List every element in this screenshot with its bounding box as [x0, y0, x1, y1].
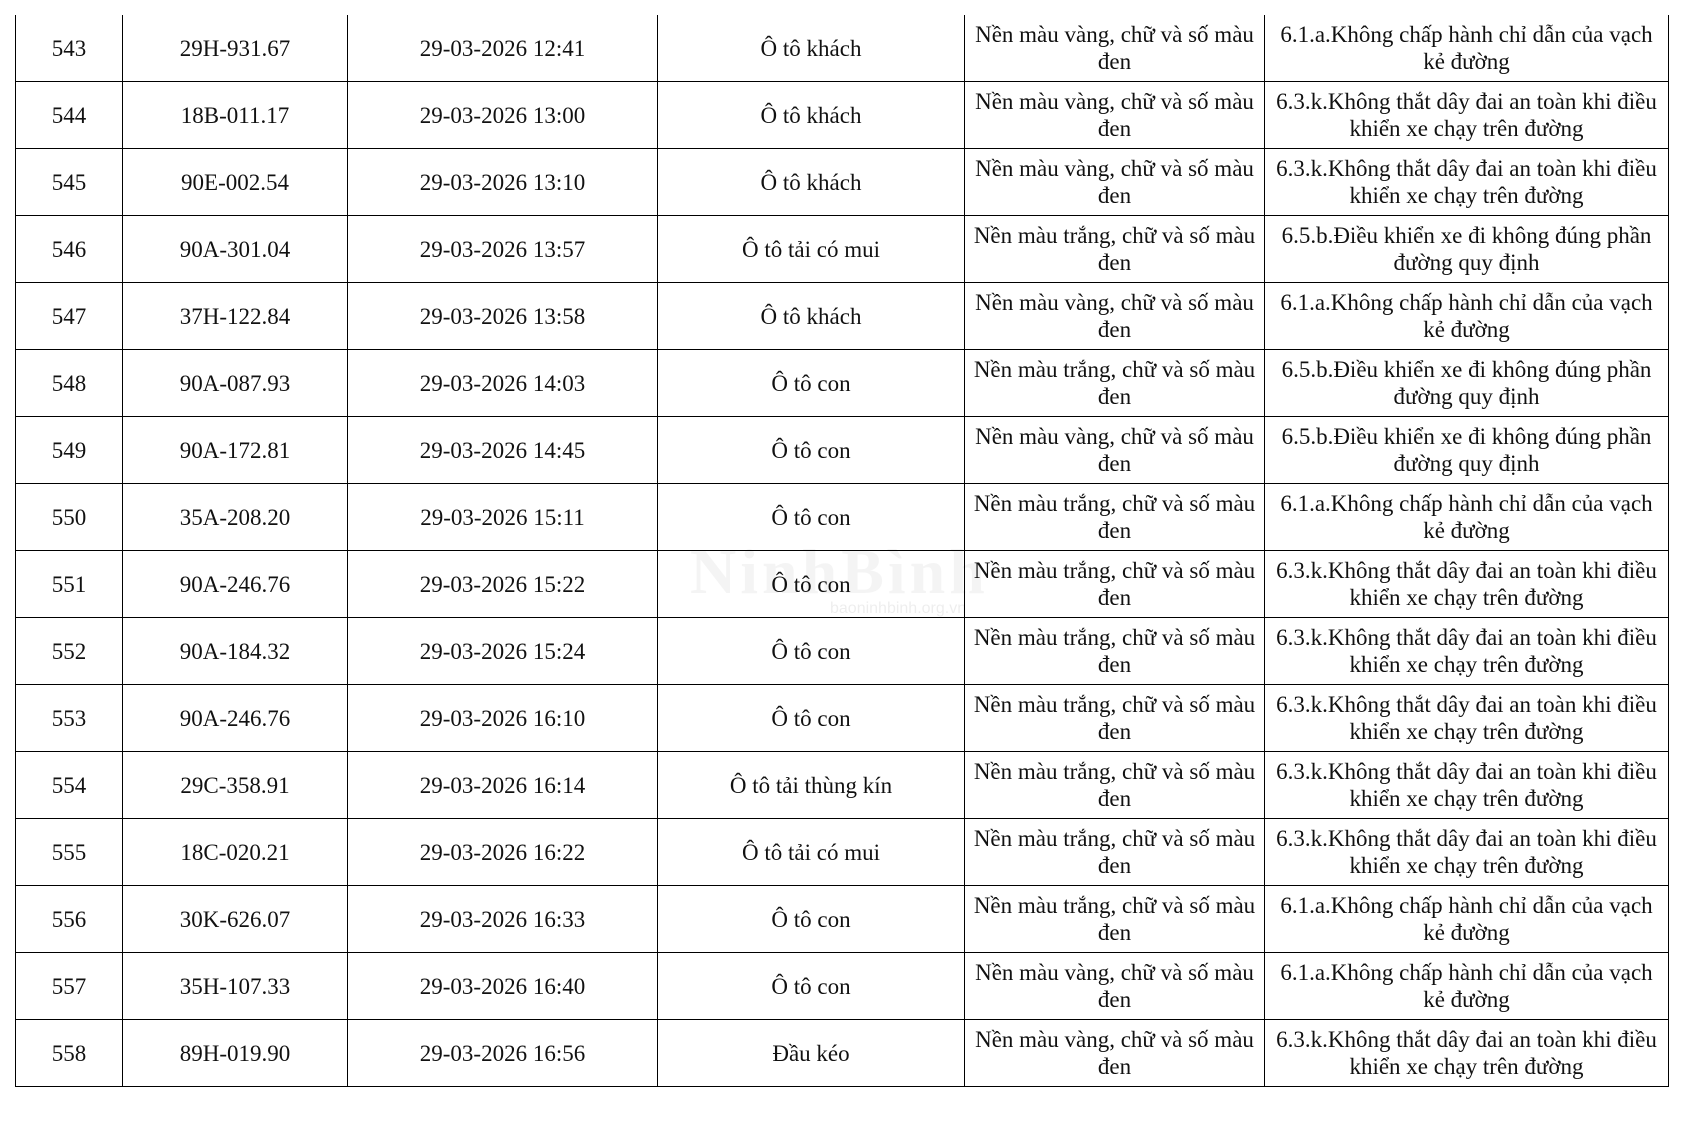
cell-plate-number: 90A-301.04: [123, 216, 348, 283]
cell-plate-number: 90A-184.32: [123, 618, 348, 685]
cell-violation-time: 29-03-2026 16:56: [348, 1020, 658, 1087]
violations-sheet: [15, 15, 1668, 1087]
table-row: [16, 216, 1669, 283]
table-row: [16, 551, 1669, 618]
cell-plate-color: Nền màu vàng, chữ và số màu đen: [965, 149, 1265, 216]
cell-plate-color: Nền màu trắng, chữ và số màu đen: [965, 551, 1265, 618]
cell-stt: 557: [16, 953, 123, 1020]
cell-plate-color: Nền màu trắng, chữ và số màu đen: [965, 819, 1265, 886]
cell-stt: 546: [16, 216, 123, 283]
cell-plate-number: 90A-246.76: [123, 685, 348, 752]
cell-plate-color: Nền màu vàng, chữ và số màu đen: [965, 1020, 1265, 1087]
cell-vehicle-type: Đầu kéo: [658, 1020, 965, 1087]
cell-plate-number: 90E-002.54: [123, 149, 348, 216]
cell-violation-time: 29-03-2026 13:00: [348, 82, 658, 149]
cell-violation: 6.3.k.Không thắt dây đai an toàn khi điều khiển xe chạy trên đường: [1265, 685, 1669, 752]
cell-plate-color: Nền màu vàng, chữ và số màu đen: [965, 82, 1265, 149]
cell-violation-time: 29-03-2026 14:03: [348, 350, 658, 417]
cell-violation: 6.5.b.Điều khiển xe đi không đúng phần đường quy định: [1265, 216, 1669, 283]
cell-plate-number: 29C-358.91: [123, 752, 348, 819]
cell-plate-number: 37H-122.84: [123, 283, 348, 350]
cell-stt: 556: [16, 886, 123, 953]
violations-table-body: [16, 15, 1669, 1087]
cell-stt: 550: [16, 484, 123, 551]
cell-plate-color: Nền màu trắng, chữ và số màu đen: [965, 752, 1265, 819]
cell-violation: 6.3.k.Không thắt dây đai an toàn khi điều khiển xe chạy trên đường: [1265, 752, 1669, 819]
cell-plate-color: Nền màu vàng, chữ và số màu đen: [965, 417, 1265, 484]
cell-plate-color: Nền màu vàng, chữ và số màu đen: [965, 15, 1265, 82]
cell-violation-time: 29-03-2026 12:41: [348, 15, 658, 82]
cell-stt: 551: [16, 551, 123, 618]
cell-violation-time: 29-03-2026 16:40: [348, 953, 658, 1020]
cell-vehicle-type: Ô tô tải có mui: [658, 819, 965, 886]
cell-plate-color: Nền màu vàng, chữ và số màu đen: [965, 283, 1265, 350]
table-row: [16, 819, 1669, 886]
cell-vehicle-type: Ô tô con: [658, 618, 965, 685]
cell-plate-color: Nền màu trắng, chữ và số màu đen: [965, 216, 1265, 283]
table-row: [16, 149, 1669, 216]
cell-vehicle-type: Ô tô con: [658, 417, 965, 484]
table-row: [16, 953, 1669, 1020]
cell-stt: 549: [16, 417, 123, 484]
cell-violation-time: 29-03-2026 16:10: [348, 685, 658, 752]
cell-violation: 6.1.a.Không chấp hành chỉ dẫn của vạch kẻ đường: [1265, 484, 1669, 551]
cell-vehicle-type: Ô tô tải thùng kín: [658, 752, 965, 819]
cell-stt: 548: [16, 350, 123, 417]
cell-violation-time: 29-03-2026 13:57: [348, 216, 658, 283]
cell-violation-time: 29-03-2026 15:11: [348, 484, 658, 551]
cell-stt: 552: [16, 618, 123, 685]
cell-vehicle-type: Ô tô khách: [658, 283, 965, 350]
table-row: [16, 1020, 1669, 1087]
table-row: [16, 350, 1669, 417]
cell-plate-color: Nền màu trắng, chữ và số màu đen: [965, 484, 1265, 551]
cell-plate-number: 90A-172.81: [123, 417, 348, 484]
table-row: [16, 752, 1669, 819]
cell-stt: 545: [16, 149, 123, 216]
cell-stt: 558: [16, 1020, 123, 1087]
cell-stt: 553: [16, 685, 123, 752]
cell-violation: 6.3.k.Không thắt dây đai an toàn khi điều khiển xe chạy trên đường: [1265, 1020, 1669, 1087]
cell-violation: 6.1.a.Không chấp hành chỉ dẫn của vạch kẻ đường: [1265, 953, 1669, 1020]
cell-stt: 555: [16, 819, 123, 886]
cell-plate-number: 35H-107.33: [123, 953, 348, 1020]
cell-violation-time: 29-03-2026 13:58: [348, 283, 658, 350]
table-row: [16, 15, 1669, 82]
cell-plate-number: 35A-208.20: [123, 484, 348, 551]
cell-plate-color: Nền màu trắng, chữ và số màu đen: [965, 886, 1265, 953]
cell-violation: 6.3.k.Không thắt dây đai an toàn khi điều khiển xe chạy trên đường: [1265, 149, 1669, 216]
cell-violation-time: 29-03-2026 16:33: [348, 886, 658, 953]
cell-plate-number: 29H-931.67: [123, 15, 348, 82]
cell-violation: 6.1.a.Không chấp hành chỉ dẫn của vạch kẻ đường: [1265, 886, 1669, 953]
cell-violation: 6.3.k.Không thắt dây đai an toàn khi điều khiển xe chạy trên đường: [1265, 618, 1669, 685]
cell-plate-color: Nền màu trắng, chữ và số màu đen: [965, 350, 1265, 417]
cell-vehicle-type: Ô tô khách: [658, 15, 965, 82]
table-row: [16, 82, 1669, 149]
cell-vehicle-type: Ô tô tải có mui: [658, 216, 965, 283]
cell-plate-number: 30K-626.07: [123, 886, 348, 953]
table-row: [16, 417, 1669, 484]
cell-violation: 6.3.k.Không thắt dây đai an toàn khi điều khiển xe chạy trên đường: [1265, 819, 1669, 886]
cell-stt: 544: [16, 82, 123, 149]
watermark-url: baoninhbinh.org.vn: [830, 600, 967, 617]
cell-vehicle-type: Ô tô con: [658, 551, 965, 618]
table-row: [16, 618, 1669, 685]
cell-vehicle-type: Ô tô khách: [658, 82, 965, 149]
cell-vehicle-type: Ô tô con: [658, 886, 965, 953]
cell-plate-number: 90A-246.76: [123, 551, 348, 618]
cell-plate-number: 89H-019.90: [123, 1020, 348, 1087]
cell-violation: 6.5.b.Điều khiển xe đi không đúng phần đường quy định: [1265, 350, 1669, 417]
cell-plate-number: 90A-087.93: [123, 350, 348, 417]
cell-plate-color: Nền màu trắng, chữ và số màu đen: [965, 685, 1265, 752]
cell-vehicle-type: Ô tô con: [658, 953, 965, 1020]
table-row: [16, 886, 1669, 953]
violations-table: [15, 15, 1669, 1087]
cell-stt: 554: [16, 752, 123, 819]
cell-violation-time: 29-03-2026 15:24: [348, 618, 658, 685]
table-row: [16, 685, 1669, 752]
cell-violation-time: 29-03-2026 14:45: [348, 417, 658, 484]
cell-vehicle-type: Ô tô con: [658, 484, 965, 551]
table-row: [16, 283, 1669, 350]
cell-plate-number: 18C-020.21: [123, 819, 348, 886]
cell-violation: 6.5.b.Điều khiển xe đi không đúng phần đường quy định: [1265, 417, 1669, 484]
cell-violation: 6.1.a.Không chấp hành chỉ dẫn của vạch kẻ đường: [1265, 283, 1669, 350]
cell-violation: 6.3.k.Không thắt dây đai an toàn khi điều khiển xe chạy trên đường: [1265, 82, 1669, 149]
cell-violation-time: 29-03-2026 13:10: [348, 149, 658, 216]
cell-violation-time: 29-03-2026 16:22: [348, 819, 658, 886]
cell-plate-number: 18B-011.17: [123, 82, 348, 149]
cell-stt: 547: [16, 283, 123, 350]
cell-violation-time: 29-03-2026 16:14: [348, 752, 658, 819]
table-row: [16, 484, 1669, 551]
cell-violation: 6.1.a.Không chấp hành chỉ dẫn của vạch kẻ đường: [1265, 15, 1669, 82]
cell-stt: 543: [16, 15, 123, 82]
cell-violation-time: 29-03-2026 15:22: [348, 551, 658, 618]
cell-vehicle-type: Ô tô khách: [658, 149, 965, 216]
cell-vehicle-type: Ô tô con: [658, 685, 965, 752]
cell-vehicle-type: Ô tô con: [658, 350, 965, 417]
cell-violation: 6.3.k.Không thắt dây đai an toàn khi điều khiển xe chạy trên đường: [1265, 551, 1669, 618]
cell-plate-color: Nền màu vàng, chữ và số màu đen: [965, 953, 1265, 1020]
cell-plate-color: Nền màu trắng, chữ và số màu đen: [965, 618, 1265, 685]
